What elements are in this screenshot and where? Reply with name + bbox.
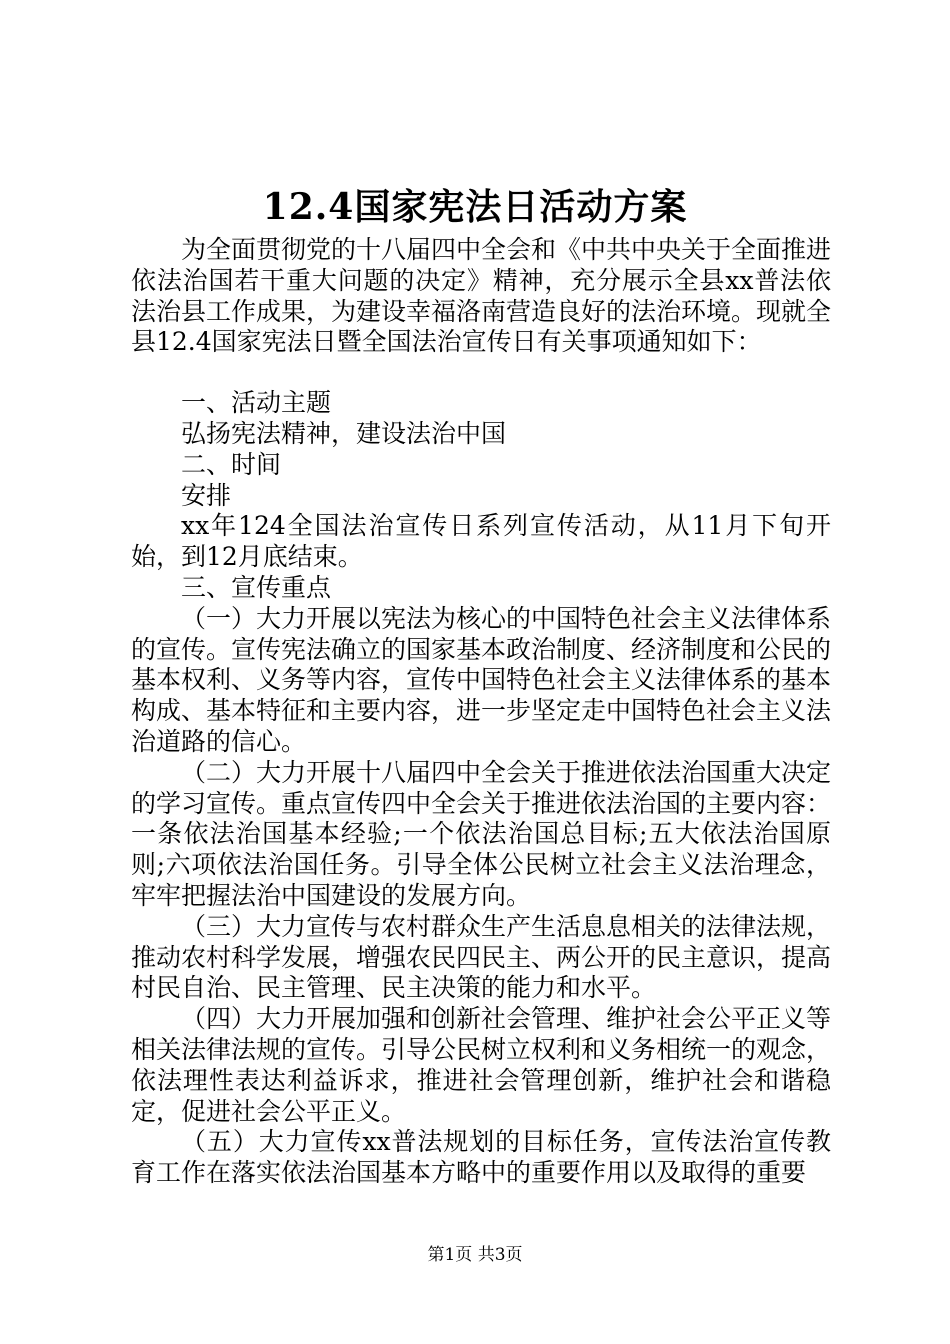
- page-indicator: 第1页 共3页: [427, 1245, 523, 1265]
- section-heading-time: 二、时间: [181, 449, 282, 479]
- section-heading-theme: 一、活动主题: [181, 388, 332, 418]
- document-title: 12.4国家宪法日活动方案: [262, 186, 688, 228]
- section-heading-focus: 三、宣传重点: [181, 572, 332, 602]
- focus-item-1: （一）大力开展以宪法为核心的中国特色社会主义法律体系的宣传。宣传宪法确立的国家基本政治制度、经济制度和公民的基本权利、义务等内容，宣传中国特色社会主义法律体系的基本构成、基本特征和主要内容，进一步坚定走中国特色社会主义法治道路的信心。: [131, 603, 832, 756]
- time-text: xx年124全国法治宣传日系列宣传活动，从11月下旬开始，到12月底结束。: [131, 511, 831, 572]
- focus-item-5: （五）大力宣传xx普法规划的目标任务，宣传法治宣传教育工作在落实依法治国基本方略中的重要作用以及取得的重要: [131, 1127, 831, 1188]
- theme-text: 弘扬宪法精神，建设法治中国: [181, 418, 507, 448]
- focus-item-3: （三）大力宣传与农村群众生产生活息息相关的法律法规，推动农村科学发展，增强农民四民主、两公开的民主意识，提高村民自治、民主管理、民主决策的能力和水平。: [131, 911, 832, 1003]
- focus-item-2: （二）大力开展十八届四中全会关于推进依法治国重大决定的学习宣传。重点宣传四中全会关于推进依法治国的主要内容：一条依法治国基本经验;一个依法治国总目标;五大依法治国原则;六项依法治国任务。引导全体公民树立社会主义法治理念，牢牢把握法治中国建设的发展方向。: [131, 757, 832, 910]
- focus-item-4: （四）大力开展加强和创新社会管理、维护社会公平正义等相关法律法规的宣传。引导公民树立权利和义务相统一的观念，依法理性表达利益诉求，推进社会管理创新，维护社会和谐稳定，促进社会公平正义。: [131, 1004, 832, 1126]
- intro-paragraph: 为全面贯彻党的十八届四中全会和《中共中央关于全面推进依法治国若干重大问题的决定》精神，充分展示全县xx普法依法治县工作成果，为建设幸福洛南营造良好的法治环境。现就全县12.4国家宪法日暨全国法治宣传日有关事项通知如下：: [131, 235, 832, 357]
- section-heading-arrangement: 安排: [181, 480, 232, 510]
- document-body: [131, 235, 831, 1189]
